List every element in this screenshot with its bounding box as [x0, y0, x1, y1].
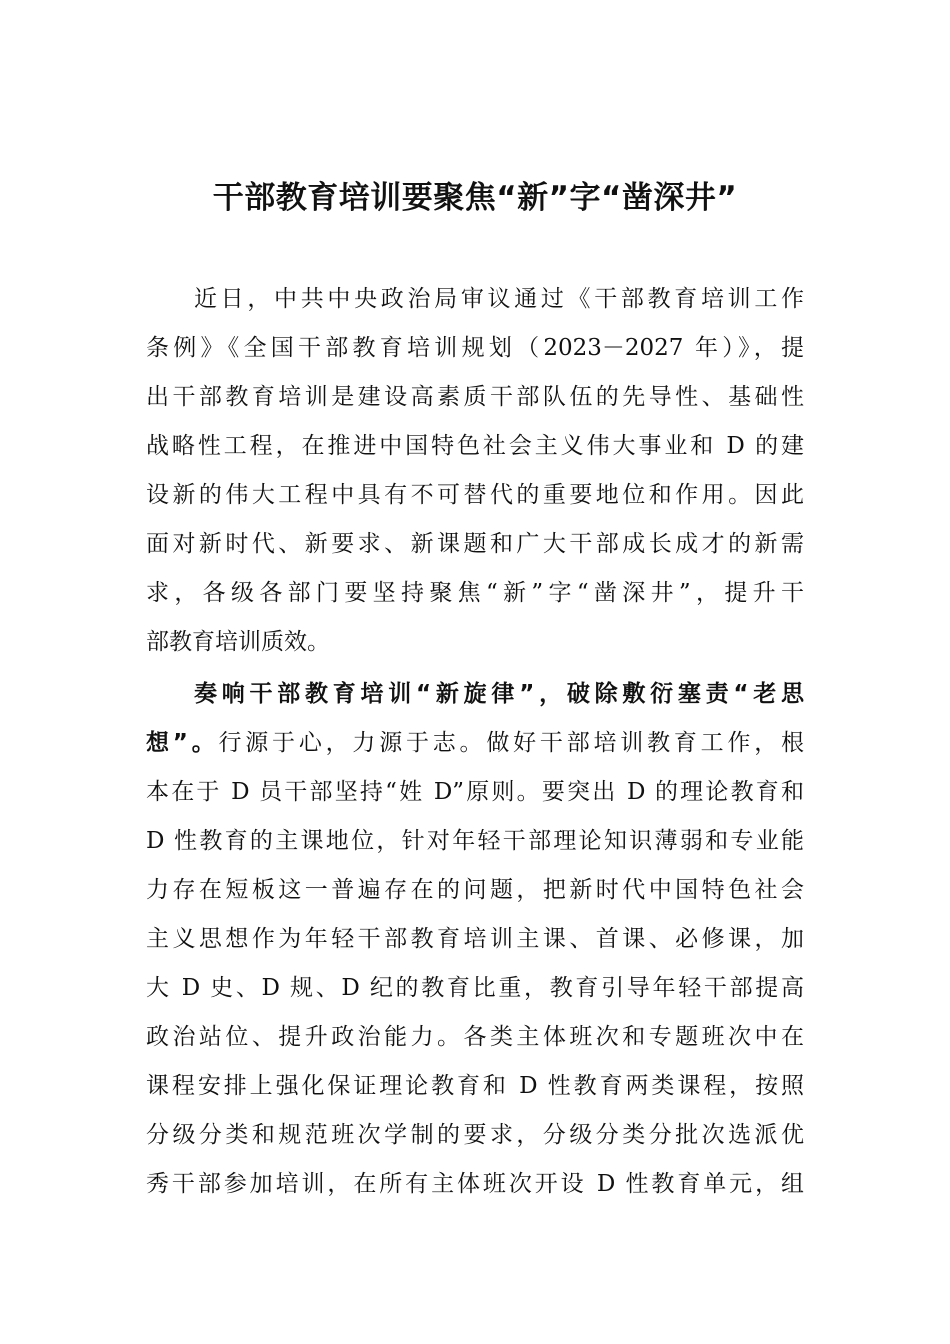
- paragraph-line: 课程安排上强化保证理论教育和 D 性教育两类课程，按照: [146, 1073, 804, 1099]
- paragraph-line: 秀干部参加培训，在所有主体班次开设 D 性教育单元，组: [146, 1171, 804, 1197]
- paragraph-line: [146, 719, 804, 768]
- paragraph-2: [146, 670, 804, 1209]
- paragraph-line: 大 D 史、D 规、D 纪的教育比重，教育引导年轻干部提高: [146, 975, 804, 1001]
- document-body: [146, 275, 804, 1209]
- paragraph-line: 战略性工程，在推进中国特色社会主义伟大事业和 D 的建: [146, 433, 804, 459]
- paragraph-line: 部教育培训质效。: [146, 629, 330, 655]
- document-title: 干部教育培训要聚焦“新”字“凿深井”: [212, 180, 738, 216]
- paragraph-1: [146, 275, 804, 667]
- paragraph-line: 设新的伟大工程中具有不可替代的重要地位和作用。因此: [146, 482, 804, 508]
- paragraph-line: 本在于 D 员干部坚持“姓 D”原则。要突出 D 的理论教育和: [146, 779, 804, 805]
- paragraph-line: 力存在短板这一普遍存在的问题，把新时代中国特色社会: [146, 877, 804, 903]
- paragraph-line: 条例》《全国干部教育培训规划（2023－2027 年）》，提: [146, 335, 804, 361]
- paragraph-heading-tail: 想”。: [146, 730, 219, 756]
- paragraph-line: D 性教育的主课地位，针对年轻干部理论知识薄弱和专业能: [146, 828, 804, 854]
- paragraph-line: 政治站位、提升政治能力。各类主体班次和专题班次中在: [146, 1024, 804, 1050]
- paragraph-heading-line: 奏响干部教育培训“新旋律”，破除敷衍塞责“老思: [194, 681, 804, 707]
- paragraph-line: 出干部教育培训是建设高素质干部队伍的先导性、基础性: [146, 384, 804, 410]
- paragraph-line: 分级分类和规范班次学制的要求，分级分类分批次选派优: [146, 1122, 804, 1148]
- paragraph-line: 主义思想作为年轻干部教育培训主课、首课、必修课，加: [146, 926, 804, 952]
- paragraph-text: 行源于心，力源于志。做好干部培训教育工作，根: [218, 730, 804, 756]
- paragraph-line: 求，各级各部门要坚持聚焦“新”字“凿深井”，提升干: [146, 580, 804, 606]
- paragraph-line: 近日，中共中央政治局审议通过《干部教育培训工作: [194, 286, 804, 312]
- paragraph-line: 面对新时代、新要求、新课题和广大干部成长成才的新需: [146, 531, 804, 557]
